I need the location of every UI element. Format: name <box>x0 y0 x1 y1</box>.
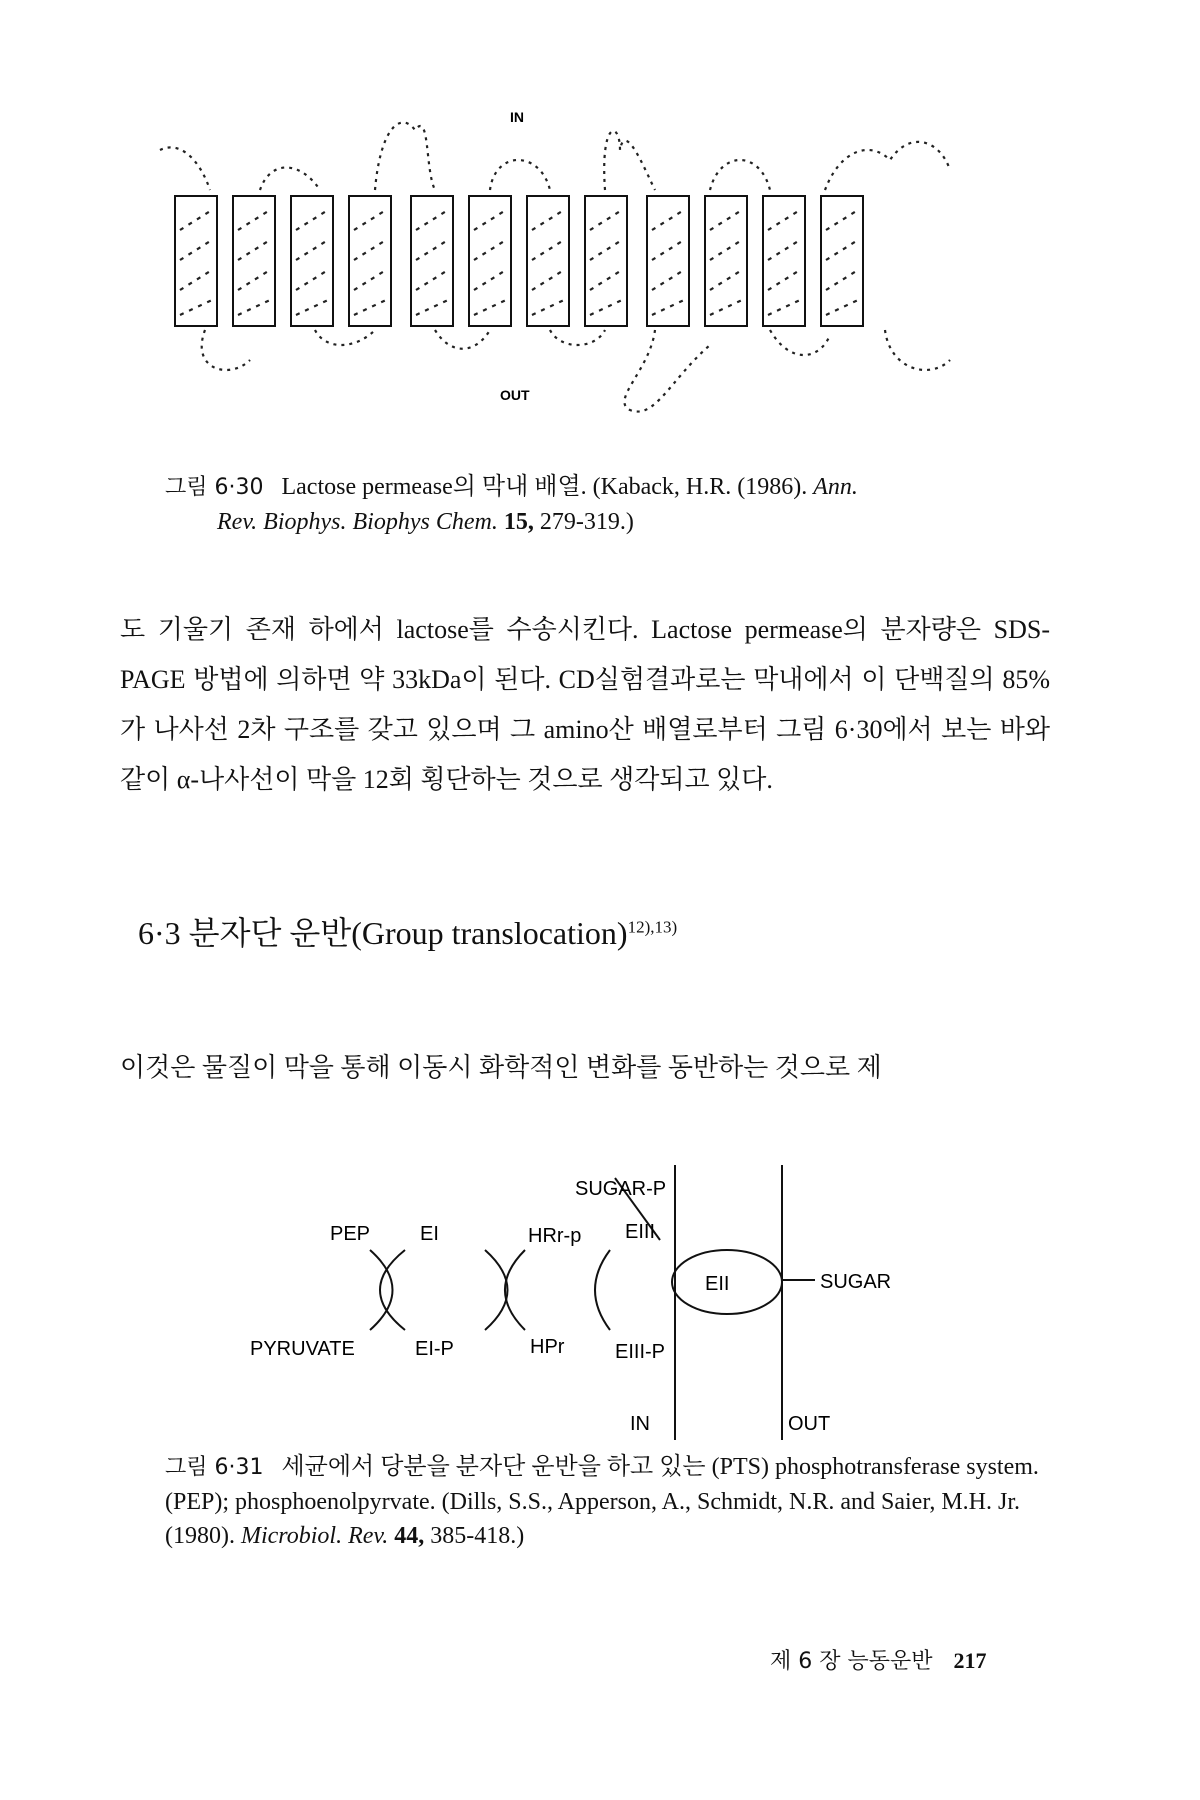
caption-figure-6-31 <box>165 1450 1045 1553</box>
label-eiii-p: EIII-P <box>615 1341 666 1363</box>
helix-11 <box>763 196 805 326</box>
label-sugar: SUGAR <box>820 1271 892 1293</box>
caption-pages: 279-319.) <box>539 509 634 535</box>
n-terminal-tail <box>160 147 210 190</box>
loop-out-5 <box>624 330 710 412</box>
helix-1 <box>175 196 217 326</box>
helix-4 <box>349 196 391 326</box>
label-sugar-p: SUGAR-P <box>575 1178 667 1200</box>
helix-8 <box>585 196 627 326</box>
page-footer <box>770 1644 987 1675</box>
caption-ref-row <box>165 505 1045 539</box>
section-title: 분자단 운반(Group translocation) <box>188 915 628 951</box>
helix-boxes <box>175 196 863 326</box>
caption-volume: 15, <box>503 509 534 535</box>
caption-text: Lactose permease의 막내 배열. <box>281 474 587 500</box>
label-eiii: EIII <box>625 1221 656 1243</box>
loop-in-2 <box>375 123 435 191</box>
reaction-arcs <box>370 1178 815 1330</box>
label-pep: PEP <box>330 1223 371 1245</box>
label-ei: EI <box>420 1223 439 1245</box>
loop-in-6 <box>825 142 950 190</box>
caption2-volume: 44, <box>394 1523 425 1549</box>
pts-diagram <box>230 1160 1050 1460</box>
caption-journal-b: Rev. Biophys. Biophys Chem. <box>217 509 498 535</box>
helix-10 <box>705 196 747 326</box>
helix-2 <box>233 196 275 326</box>
label-in: IN <box>630 1413 650 1435</box>
figure-pts-system <box>230 1160 1050 1460</box>
caption2-journal: Microbiol. Rev. <box>240 1523 389 1549</box>
label-in: IN <box>510 110 524 125</box>
loop-out-4 <box>550 330 605 345</box>
section-heading <box>138 908 677 954</box>
caption2-number: 그림 6·31 <box>165 1455 264 1480</box>
loop-out-3 <box>435 330 490 349</box>
caption-number: 그림 6·30 <box>165 475 264 500</box>
membrane-topology-diagram <box>150 110 1050 490</box>
label-pyruvate: PYRUVATE <box>250 1338 355 1360</box>
section-refs: 12),13) <box>627 917 678 937</box>
figure-lactose-permease <box>150 110 1050 490</box>
loop-in-4 <box>604 131 655 190</box>
label-eii: EII <box>705 1273 730 1295</box>
caption-figure-6-30 <box>165 470 1045 539</box>
helix-residues <box>180 210 858 315</box>
label-hrr-p: HRr-p <box>528 1225 582 1247</box>
helix-12 <box>821 196 863 326</box>
label-ei-p: EI-P <box>415 1338 454 1360</box>
page-number: 217 <box>953 1648 987 1673</box>
footer-chapter: 제 6 장 능동운반 <box>770 1649 933 1674</box>
caption2-text: 세균에서 당분을 분자단 운반을 하고 있는 (PTS) phosphotransferase system. (PEP); phosphoenolpyrvate. (Dills, S.S., Apperson, A., Schmidt, N.R. and Saier, M.H. Jr. (1980). <box>165 1454 1039 1549</box>
helix-6 <box>469 196 511 326</box>
loop-in-5 <box>710 160 770 190</box>
helix-7 <box>527 196 569 326</box>
loop-out-1 <box>202 330 250 370</box>
label-out: OUT <box>500 387 530 403</box>
paragraph-2: 이것은 물질이 막을 통해 이동시 화학적인 변화를 동반하는 것으로 제 <box>120 1053 882 1082</box>
label-out: OUT <box>788 1413 831 1435</box>
helix-9 <box>647 196 689 326</box>
arc-hpr-right <box>595 1250 610 1330</box>
label-hpr: HPr <box>530 1336 565 1358</box>
loop-in-3 <box>490 160 550 190</box>
helix-5 <box>411 196 453 326</box>
loop-out-6 <box>770 330 830 355</box>
caption-ref-start: (Kaback, H.R. (1986). <box>592 474 808 500</box>
caption-journal-a: Ann. <box>813 474 858 500</box>
paragraph-1: 도 기울기 존재 하에서 lactose를 수송시킨다. Lactose permease의 분자량은 SDS-PAGE 방법에 의하면 약 33kDa이 된다. CD실험결과로는 막내에서 이 단백질의 85%가 나사선 2차 구조를 갖고 있으며 그 amino산 배열로부터 그림 6·30에서 보는 바와 같이 α-나사선이 막을 12회 횡단하는 것으로 생각되고 있다. <box>120 615 1050 794</box>
arc-pep-right <box>370 1250 393 1330</box>
caption2-pages: 385-418.) <box>430 1523 525 1549</box>
section-number: 6·3 <box>138 915 181 951</box>
loop-out-2 <box>315 330 375 345</box>
c-terminal-tail <box>885 330 950 370</box>
loop-in-1 <box>260 168 320 191</box>
helix-3 <box>291 196 333 326</box>
